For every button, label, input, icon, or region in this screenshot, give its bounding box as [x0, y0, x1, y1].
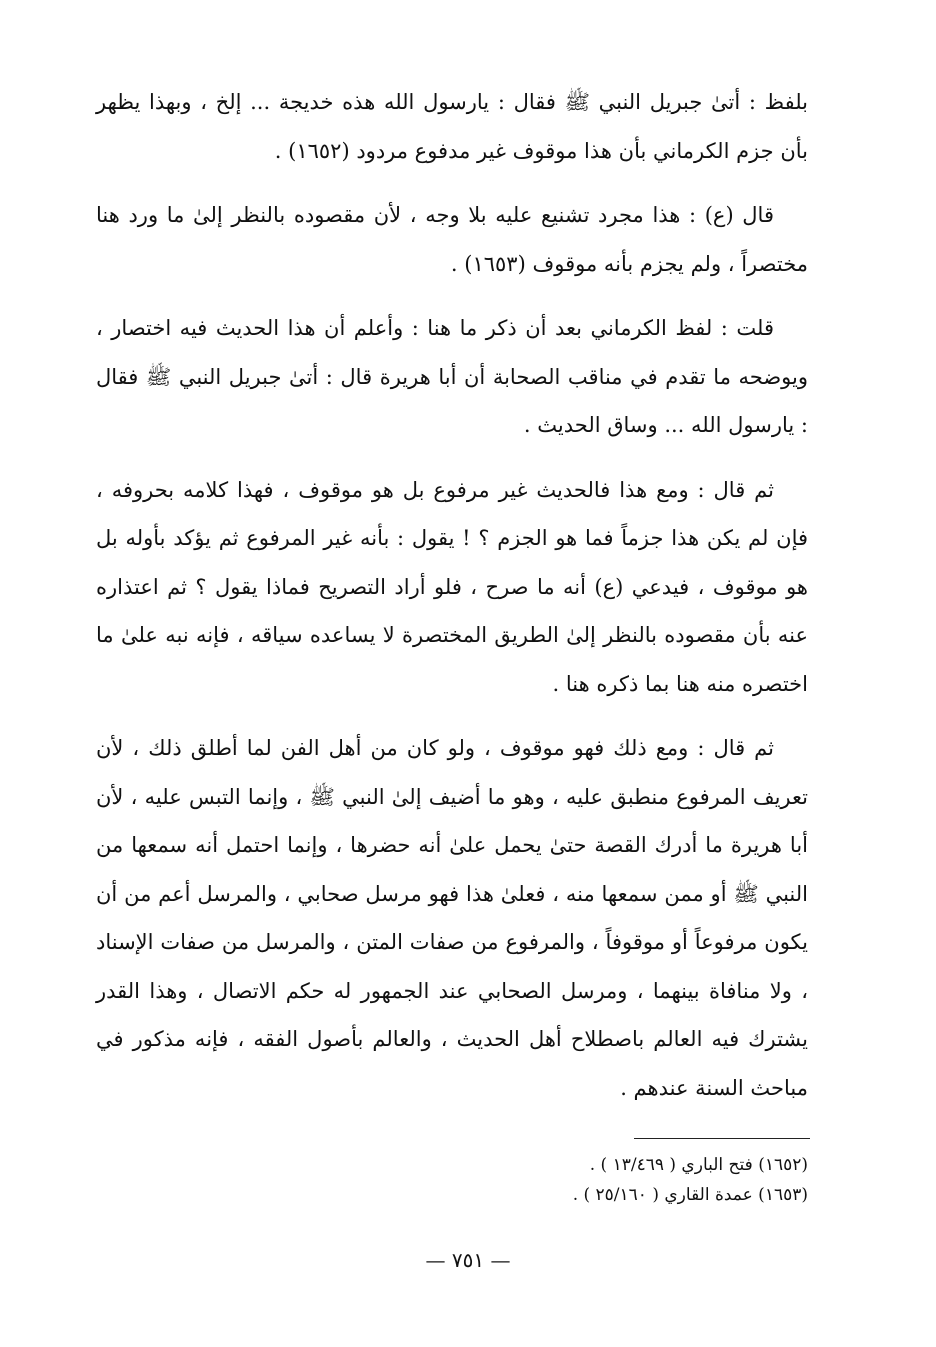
paragraph-4: ثم قال : ومع هذا فالحديث غير مرفوع بل هو موقوف ، فهذا كلامه بحروفه ، فإن لم يكن هذا جزماً فما هو الجزم ؟ ! يقول : بأنه غير المرفوع ثم يؤكد بأوله بل هو موقوف ، فيدعي (ع) أنه ما صرح ، فلو أراد التصريح فماذا يقول ؟ ثم اعتذاره عنه بأن مقصوده بالنظر إلىٰ الطريق المختصرة لا يساعده سياقه ، فإنه نبه علىٰ ما اختصره منه هنا بما ذكره هنا . [96, 477, 808, 696]
footnote-1653: (١٦٥٣) عمدة القاري ( ٢٥/١٦٠ ) . [572, 1185, 808, 1205]
paragraph-3: قلت : لفظ الكرماني بعد أن ذكر ما هنا : وأعلم أن هذا الحديث فيه اختصار ، ويوضحه ما تقدم في مناقب الصحابة أن أبا هريرة قال : أتىٰ جبريل النبي ﷺ فقال : يارسول الله ... وساق الحديث . [96, 316, 808, 437]
paragraph-1: بلفظ : أتىٰ جبريل النبي ﷺ فقال : يارسول الله هذه خديجة ... إلخ ، وبهذا يظهر بأن جزم الكرماني بأن هذا موقوف غير مدفوع مردود (١٦٥٢) . [96, 90, 808, 163]
page-number: — ٧٥١ — [425, 1248, 511, 1272]
paragraph-2: قال (ع) : هذا مجرد تشنيع عليه بلا وجه ، لأن مقصوده بالنظر إلىٰ ما ورد هنا مختصراً ، ولم يجزم بأنه موقوف (١٦٥٣) . [96, 203, 808, 276]
footnotes [96, 1150, 808, 1210]
footnote-divider [634, 1138, 810, 1139]
main-text [96, 78, 808, 1128]
footnote-1652: (١٦٥٢) فتح الباري ( ١٣/٤٦٩ ) . [589, 1155, 808, 1175]
paragraph-5: ثم قال : ومع ذلك فهو موقوف ، ولو كان من أهل الفن لما أطلق ذلك ، لأن تعريف المرفوع منطبق عليه ، وهو ما أضيف إلىٰ النبي ﷺ ، وإنما التبس عليه ، لأن أبا هريرة ما أدرك القصة حتىٰ يحمل علىٰ أنه حضرها ، وإنما احتمل أنه سمعها من النبي ﷺ أو ممن سمعها منه ، فعلىٰ هذا فهو مرسل صحابي ، والمرسل أعم من أن يكون مرفوعاً أو موقوفاً ، والمرفوع من صفات المتن ، والمرسل من صفات الإسناد ، ولا منافاة بينهما ، ومرسل الصحابي عند الجمهور له حكم الاتصال ، وهذا القدر يشترك فيه العالم باصطلاح أهل الحديث ، والعالم بأصول الفقه ، فإنه مذكور في مباحث السنة عندهم . [96, 736, 808, 1100]
